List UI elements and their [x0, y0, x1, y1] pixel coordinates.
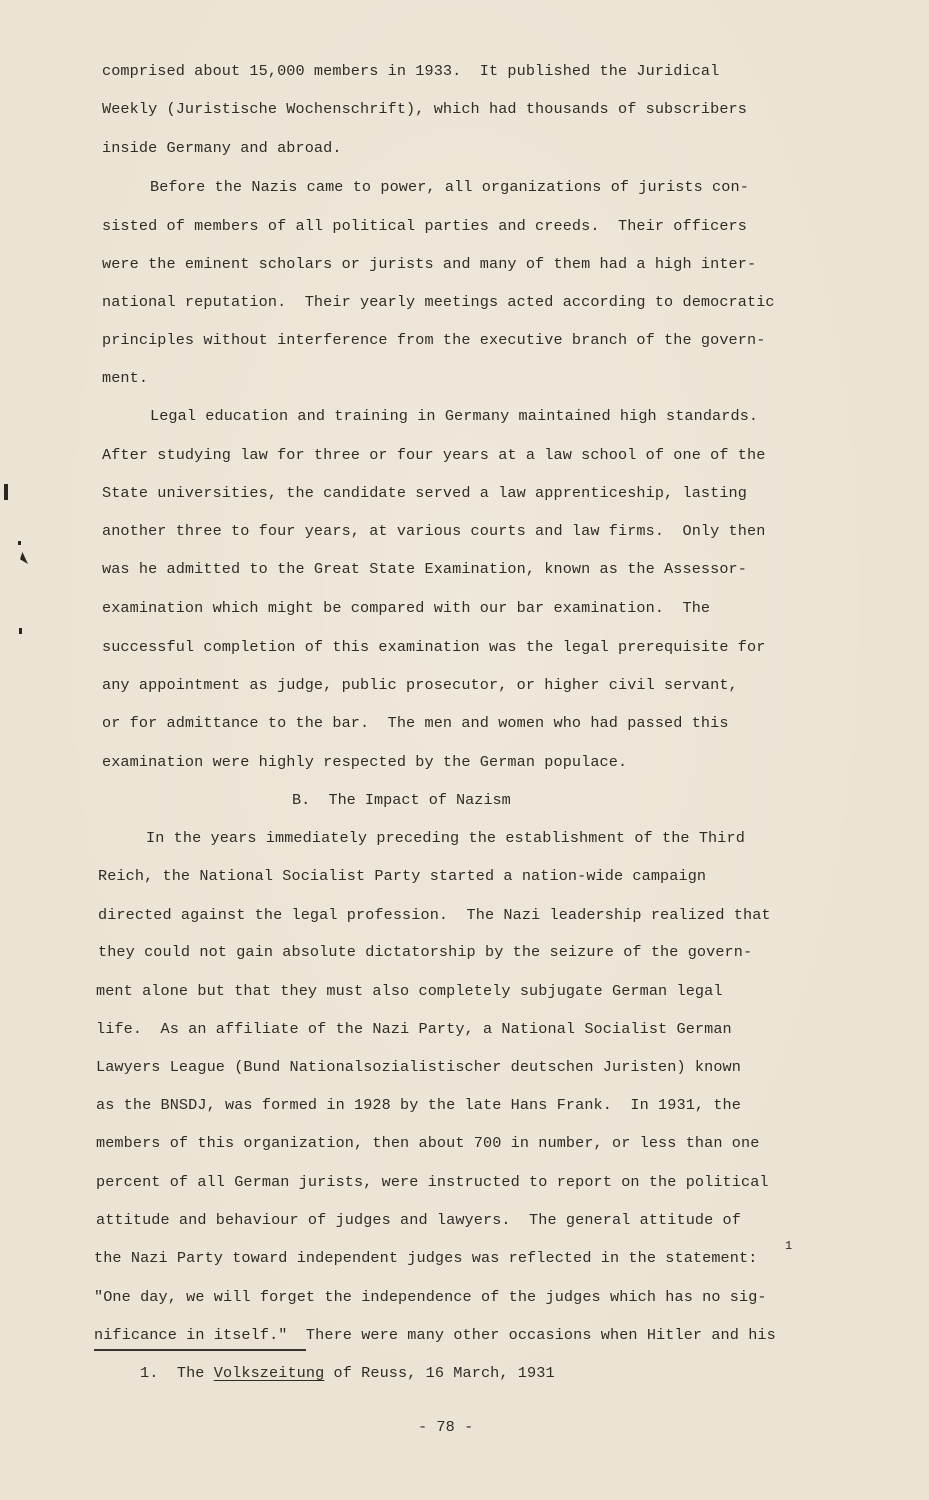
text-line: examination which might be compared with our bar examination. The — [102, 599, 711, 617]
text-line: members of this organization, then about 700 in number, or less than one — [96, 1134, 760, 1152]
text-line: Before the Nazis came to power, all organizations of jurists con- — [150, 178, 749, 196]
footnote-source-title: Volkszeitung — [213, 1364, 325, 1382]
text-line: were the eminent scholars or jurists and many of them had a high inter- — [102, 255, 757, 273]
text-line: principles without interference from the executive branch of the govern- — [102, 331, 766, 349]
text-line: successful completion of this examination was the legal prerequisite for — [102, 638, 766, 656]
footnote-number: 1. — [140, 1364, 159, 1382]
binding-mark — [19, 628, 22, 634]
text-line: Lawyers League (Bund Nationalsozialistischer deutschen Juristen) known — [96, 1058, 741, 1076]
binding-mark — [4, 484, 8, 500]
text-line: national reputation. Their yearly meetings acted according to democratic — [102, 293, 775, 311]
footnote-rule — [94, 1349, 306, 1351]
text-line: another three to four years, at various courts and law firms. Only then — [102, 522, 766, 540]
footnote — [140, 1363, 555, 1383]
footnote-reference: 1 — [785, 1239, 793, 1253]
text-line: examination were highly respected by the German populace. — [102, 753, 628, 771]
text-line: In the years immediately preceding the establishment of the Third — [146, 829, 745, 847]
text-line: comprised about 15,000 members in 1933. It published the Juridical — [102, 62, 720, 80]
text-line: they could not gain absolute dictatorship by the seizure of the govern- — [98, 943, 753, 961]
footnote-suffix: of Reuss, 16 March, 1931 — [324, 1364, 555, 1382]
text-line: sisted of members of all political parties and creeds. Their officers — [102, 217, 747, 235]
text-line: or for admittance to the bar. The men and women who had passed this — [102, 714, 729, 732]
footnote-prefix: The — [176, 1364, 214, 1382]
text-line: life. As an affiliate of the Nazi Party, a National Socialist German — [96, 1020, 732, 1038]
text-line: ment. — [102, 369, 149, 387]
text-line: nificance in itself." There were many other occasions when Hitler and his — [94, 1326, 776, 1344]
text-line: Legal education and training in Germany maintained high standards. — [150, 407, 759, 425]
page-number: - 78 - — [418, 1418, 474, 1436]
text-line: as the BNSDJ, was formed in 1928 by the late Hans Frank. In 1931, the — [96, 1096, 741, 1114]
binding-mark — [20, 552, 28, 564]
text-line: directed against the legal profession. The Nazi leadership realized that — [98, 906, 771, 924]
text-line: any appointment as judge, public prosecutor, or higher civil servant, — [102, 676, 738, 694]
text-line: attitude and behaviour of judges and lawyers. The general attitude of — [96, 1211, 741, 1229]
binding-mark — [18, 541, 21, 545]
text-line: "One day, we will forget the independence of the judges which has no sig- — [94, 1288, 767, 1306]
text-line: After studying law for three or four years at a law school of one of the — [102, 446, 766, 464]
text-line: Weekly (Juristische Wochenschrift), which had thousands of subscribers — [102, 100, 747, 118]
text-line: inside Germany and abroad. — [102, 139, 342, 157]
text-line: was he admitted to the Great State Examination, known as the Assessor- — [102, 560, 747, 578]
text-line: ment alone but that they must also completely subjugate German legal — [96, 982, 723, 1000]
text-line: State universities, the candidate served a law apprenticeship, lasting — [102, 484, 747, 502]
section-heading: B. The Impact of Nazism — [292, 791, 511, 809]
text-line: the Nazi Party toward independent judges was reflected in the statement: — [94, 1249, 758, 1267]
text-line: percent of all German jurists, were instructed to report on the political — [96, 1173, 769, 1191]
text-line: Reich, the National Socialist Party started a nation-wide campaign — [98, 867, 707, 885]
